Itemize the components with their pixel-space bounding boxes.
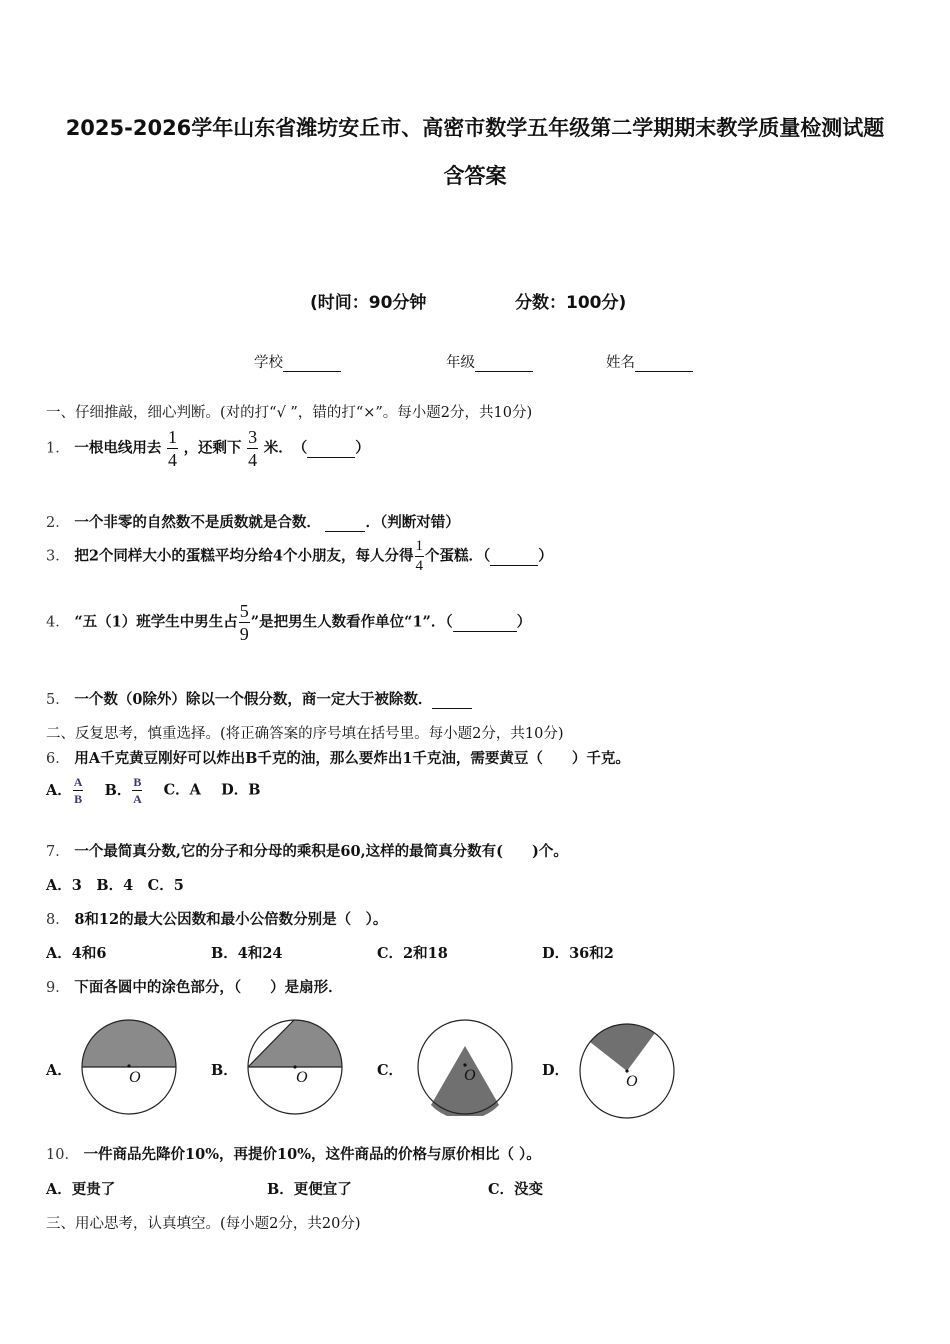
grade-blank[interactable] (475, 355, 533, 372)
q6-option-a[interactable]: A． $\frac{A}{B}$ (46, 775, 83, 806)
q9-circle-d[interactable] (578, 1022, 676, 1120)
section2-heading: 二、反复思考，慎重选择。(将正确答案的序号填在括号里。每小题2分，共10分) (46, 726, 564, 742)
q8-option-c[interactable]: C．2和18 (377, 945, 448, 962)
grade-label: 年级 (446, 355, 475, 371)
q2-text: 一个非零的自然数不是质数就是合数． (74, 514, 321, 531)
school-field (254, 351, 341, 372)
circle-d-shaded-sector (590, 1024, 655, 1071)
name-field (606, 351, 693, 372)
name-blank[interactable] (635, 355, 693, 372)
q5-number: 5． (46, 692, 70, 708)
q1-answer-blank[interactable] (307, 441, 355, 458)
q1-text-mid: ，还剩下 (183, 439, 242, 457)
q6-option-d[interactable]: D．B (221, 781, 261, 799)
circle-a-shaded-segment (82, 1020, 176, 1067)
doc-title-line1: 2025-2026学年山东省潍坊安丘市、高密市数学五年级第二学期期末教学质量检测试题 (65, 116, 885, 140)
section3-heading: 三、用心思考，认真填空。(每小题2分，共20分) (46, 1216, 361, 1232)
q2-number: 2． (46, 515, 70, 531)
q4-answer-blank[interactable] (453, 615, 517, 632)
name-label: 姓名 (606, 355, 635, 371)
q10-number: 10． (46, 1147, 79, 1163)
q7-text: 一个最简真分数,它的分子和分母的乘积是60,这样的最简真分数有( )个。 (74, 843, 568, 860)
question-4: 4． “五（1）班学生中男生占 $\frac{5}{9}$ ”是把男生人数看作单位“1”．（ ） (46, 601, 532, 644)
question-3: 3． 把2个同样大小的蛋糕平均分给4个小朋友，每人分得 $\frac{1}{4}$ 个蛋糕．（ ） (46, 538, 553, 574)
circle-b-center-label: O (296, 1069, 308, 1086)
q9-number: 9． (46, 980, 70, 996)
q5-answer-blank[interactable] (432, 692, 472, 709)
question-6 (46, 747, 630, 768)
doc-title-line2: 含答案 (443, 164, 507, 188)
q5-text: 一个数（0除外）除以一个假分数，商一定大于被除数． (74, 691, 433, 708)
school-blank[interactable] (283, 355, 341, 372)
q8-text: 8和12的最大公因数和最小公倍数分别是（ ）。 (74, 911, 388, 928)
q9-option-a-label[interactable]: A． (46, 1062, 72, 1079)
q7-number: 7． (46, 844, 70, 860)
q9-circle-c[interactable] (416, 1018, 514, 1116)
section1-heading: 一、仔细推敲，细心判断。(对的打“√ ”，错的打“×”。每小题2分，共10分) (46, 405, 533, 421)
q2-answer-blank[interactable] (325, 515, 365, 532)
q7-options[interactable]: A．3 B．4 C．5 (46, 877, 184, 894)
q10-option-c[interactable]: C．没变 (488, 1181, 544, 1198)
q10-text: 一件商品先降价10%，再提价10%，这件商品的价格与原价相比（ ）。 (83, 1146, 541, 1163)
q9-circle-b[interactable] (246, 1018, 344, 1116)
q9-option-d-label[interactable]: D． (542, 1062, 570, 1079)
q8-number: 8． (46, 912, 70, 928)
question-1: 1． 一根电线用去 $\frac{1}{4}$ ，还剩下 $\frac{3}{4}$ 米． （ ） (46, 427, 370, 470)
circle-b-shaded-region (248, 1020, 342, 1067)
q3-text-post: 个蛋糕．（ (425, 547, 491, 565)
q8-option-a[interactable]: A．4和6 (46, 945, 107, 962)
question-9 (46, 976, 343, 997)
q9-option-b-label[interactable]: B． (211, 1062, 238, 1079)
q6-option-c[interactable]: C．A (163, 781, 201, 799)
q4-fraction: $\frac{5}{9}$ (239, 601, 249, 644)
circle-c-center-label: O (464, 1067, 476, 1084)
question-2 (46, 511, 460, 532)
circle-d-center-label: O (626, 1073, 638, 1090)
q4-text-pre: “五（1）班学生中男生占 (74, 613, 238, 631)
question-5 (46, 688, 472, 709)
exam-score: 分数：100分) (515, 293, 627, 313)
q10-option-a[interactable]: A．更贵了 (46, 1181, 116, 1198)
q8-option-b[interactable]: B．4和24 (211, 945, 283, 962)
q6-options (46, 776, 260, 805)
school-label: 学校 (254, 355, 283, 371)
q6-number: 6． (46, 751, 70, 767)
q9-text: 下面各圆中的涂色部分，（ ）是扇形． (74, 979, 343, 996)
q3-fraction: $\frac{1}{4}$ (415, 538, 424, 574)
q6-option-b[interactable]: B． $\frac{B}{A}$ (104, 775, 142, 806)
q3-answer-blank[interactable] (490, 549, 538, 566)
q1-number: 1． (46, 440, 70, 457)
q9-circle-a[interactable] (80, 1018, 178, 1116)
exam-time: (时间：90分钟 (310, 293, 427, 313)
q4-number: 4． (46, 614, 70, 631)
grade-field (446, 351, 533, 372)
q8-option-d[interactable]: D．36和2 (542, 945, 614, 962)
q9-option-c-label[interactable]: C． (377, 1062, 404, 1079)
q1-fraction-2: $\frac{3}{4}$ (248, 427, 258, 470)
q1-text-post: 米． （ (263, 439, 308, 457)
q10-option-b[interactable]: B．更便宜了 (267, 1181, 352, 1198)
q1-fraction-1: $\frac{1}{4}$ (167, 427, 177, 470)
question-8 (46, 908, 387, 929)
q3-text-pre: 把2个同样大小的蛋糕平均分给4个小朋友，每人分得 (74, 547, 414, 565)
q3-number: 3． (46, 548, 70, 565)
question-10 (46, 1143, 541, 1164)
q4-text-post: ”是把男生人数看作单位“1”．（ (250, 613, 453, 631)
circle-a-center-label: O (129, 1069, 141, 1086)
q1-text-pre: 一根电线用去 (74, 439, 162, 457)
q6-text: 用A千克黄豆刚好可以炸出B千克的油，那么要炸出1千克油，需要黄豆（ ）千克。 (74, 750, 630, 767)
question-7 (46, 840, 568, 861)
q2-text-post: ．（判断对错） (365, 514, 460, 531)
